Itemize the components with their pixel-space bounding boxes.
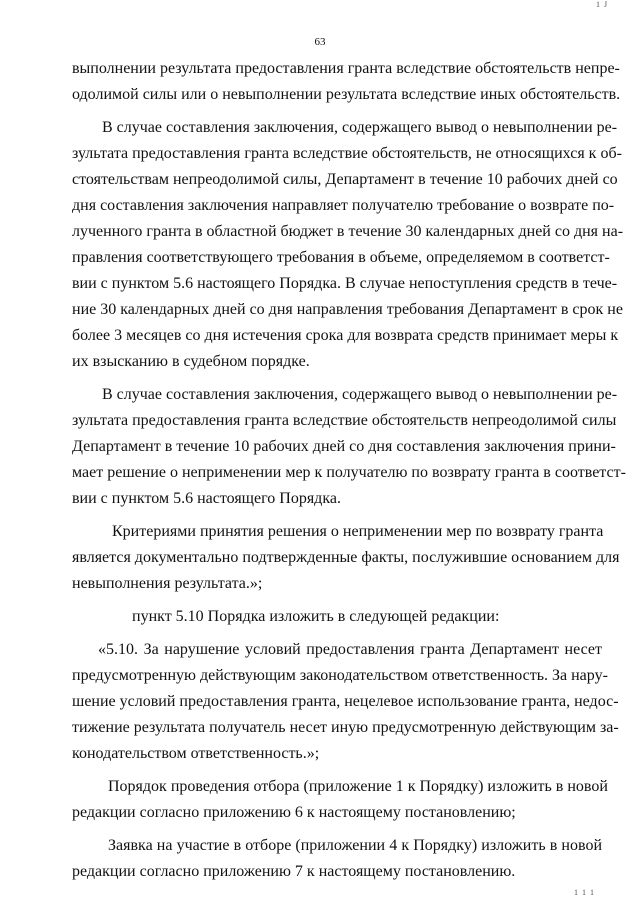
text-line: вии с пунктом 5.6 настоящего Порядка. В случае непоступления средств в тече- xyxy=(72,275,618,292)
text-line: конодательством ответственность.»; xyxy=(72,745,320,762)
text-line: предусмотренную действующим законодательством ответственность. За нару- xyxy=(72,667,608,684)
text-line: правления соответствующего требования в объеме, определяемом в соответст- xyxy=(72,249,610,266)
paragraph-force-majeure xyxy=(72,382,626,512)
text-line: зультата предоставления гранта вследствие обстоятельств непреодолимой силы xyxy=(72,412,617,429)
text-line: невыполнения результата.»; xyxy=(72,575,263,592)
text-line: дня составления заключения направляет получателю требование о возврате по- xyxy=(72,197,615,214)
text-line: шение условий предоставления гранта, нецелевое использование гранта, недос- xyxy=(72,693,619,710)
text-line: пункт 5.10 Порядка изложить в следующей редакции: xyxy=(132,608,500,625)
scan-mark-top: 1 J xyxy=(596,0,609,9)
text-line: В случае составления заключения, содержащего вывод о невыполнении ре- xyxy=(102,386,618,403)
paragraph-clause-5-10 xyxy=(72,637,619,767)
text-line: одолимой силы или о невыполнении результата вследствие иных обстоятельств. xyxy=(72,86,621,103)
text-line: мает решение о неприменении мер к получателю по возврату гранта в соответст- xyxy=(72,464,626,481)
paragraph-appendix-6 xyxy=(72,774,608,826)
text-line: стоятельствам непреодолимой силы, Департамент в течение 10 рабочих дней со xyxy=(72,171,618,188)
text-line: является документально подтвержденные факты, послужившие основанием для xyxy=(72,549,620,566)
text-line: Порядок проведения отбора (приложение 1 к Порядку) изложить в новой xyxy=(108,778,608,795)
text-line: ние 30 календарных дней со дня направления требования Департамент в срок не xyxy=(72,301,623,318)
text-line: их взысканию в судебном порядке. xyxy=(72,353,310,370)
text-line: Критериями принятия решения о неприменении мер по возврату гранта xyxy=(112,523,604,540)
paragraph-criteria xyxy=(72,519,620,597)
text-line: зультата предоставления гранта вследствие обстоятельств, не относящихся к об- xyxy=(72,145,622,162)
text-line: вии с пунктом 5.6 настоящего Порядка. xyxy=(72,490,341,507)
text-line: выполнении результата предоставления гранта вследствие обстоятельств непре- xyxy=(72,60,620,77)
text-line: более 3 месяцев со дня истечения срока для возврата средств принимает меры к xyxy=(72,327,619,344)
paragraph-clause-5-10-intro xyxy=(72,604,602,630)
text-line: редакции согласно приложению 7 к настоящему постановлению. xyxy=(72,863,516,880)
text-line: Департамент в течение 10 рабочих дней со дня составления заключения прини- xyxy=(72,438,616,455)
text-line: В случае составления заключения, содержащего вывод о невыполнении ре- xyxy=(102,119,618,136)
paragraph-appendix-7 xyxy=(72,833,602,885)
text-line: лученного гранта в областной бюджет в течение 30 календарных дней со дня на- xyxy=(72,223,624,240)
text-line: редакции согласно приложению 6 к настоящему постановлению; xyxy=(72,804,516,821)
page-number: 63 xyxy=(314,36,326,48)
text-line: Заявка на участие в отборе (приложении 4 к Порядку) изложить в новой xyxy=(108,837,602,854)
text-line: «5.10. За нарушение условий предоставления гранта Департамент несет xyxy=(98,641,602,658)
text-line: тижение результата получатель несет иную предусмотренную действующим за- xyxy=(72,719,619,736)
scan-mark-bottom: 1 1 1 xyxy=(574,888,595,897)
paragraph-continuation xyxy=(72,56,621,108)
document-body xyxy=(72,56,626,892)
paragraph-refund-requirement xyxy=(72,115,624,375)
